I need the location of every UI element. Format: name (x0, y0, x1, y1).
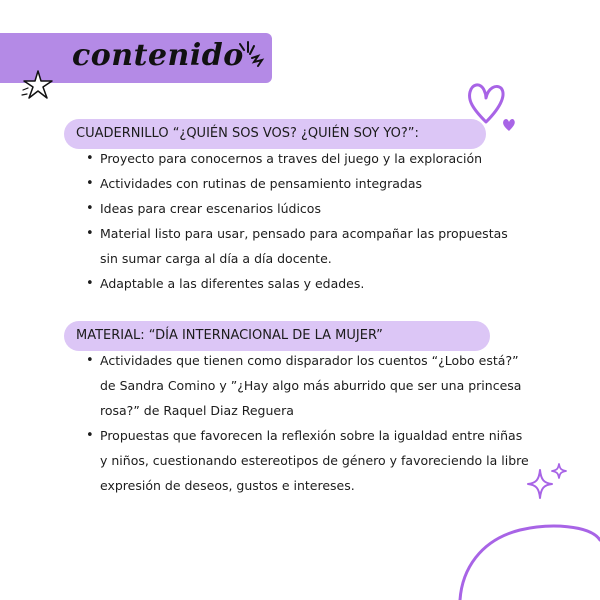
list-item: • Adaptable a las diferentes salas y edades. (84, 271, 508, 296)
swirl-line-icon (440, 495, 600, 600)
list-item: • Actividades con rutinas de pensamiento integradas (84, 171, 508, 196)
page-title: contenido (72, 38, 244, 73)
list-item: • Material listo para usar, pensado para acompañar las propuestas sin sumar carga al día a día docente. (84, 221, 508, 271)
cuadernillo-list (84, 146, 508, 296)
list-item: • Ideas para crear escenarios lúdicos (84, 196, 508, 221)
section-heading-material: MATERIAL: “DÍA INTERNACIONAL DE LA MUJER” (64, 321, 490, 351)
sparkle-lines-icon (238, 40, 272, 70)
material-list (84, 348, 529, 498)
section-heading-cuadernillo: CUADERNILLO “¿QUIÉN SOS VOS? ¿QUIÉN SOY YO?”: (64, 119, 486, 149)
star-icon (20, 68, 56, 102)
list-item: • Proyecto para conocernos a traves del juego y la exploración (84, 146, 508, 171)
small-heart-icon (502, 118, 516, 132)
list-item: • Actividades que tienen como disparador los cuentos “¿Lobo está?” de Sandra Comino y ”¿Hay algo más aburrido que ser una princesa rosa?” de Raquel Diaz Reguera (84, 348, 529, 423)
list-item: • Propuestas que favorecen la reflexión sobre la igualdad entre niñas y niños, cuestionando estereotipos de género y favoreciendo la libre expresión de deseos, gustos e intereses. (84, 423, 529, 498)
